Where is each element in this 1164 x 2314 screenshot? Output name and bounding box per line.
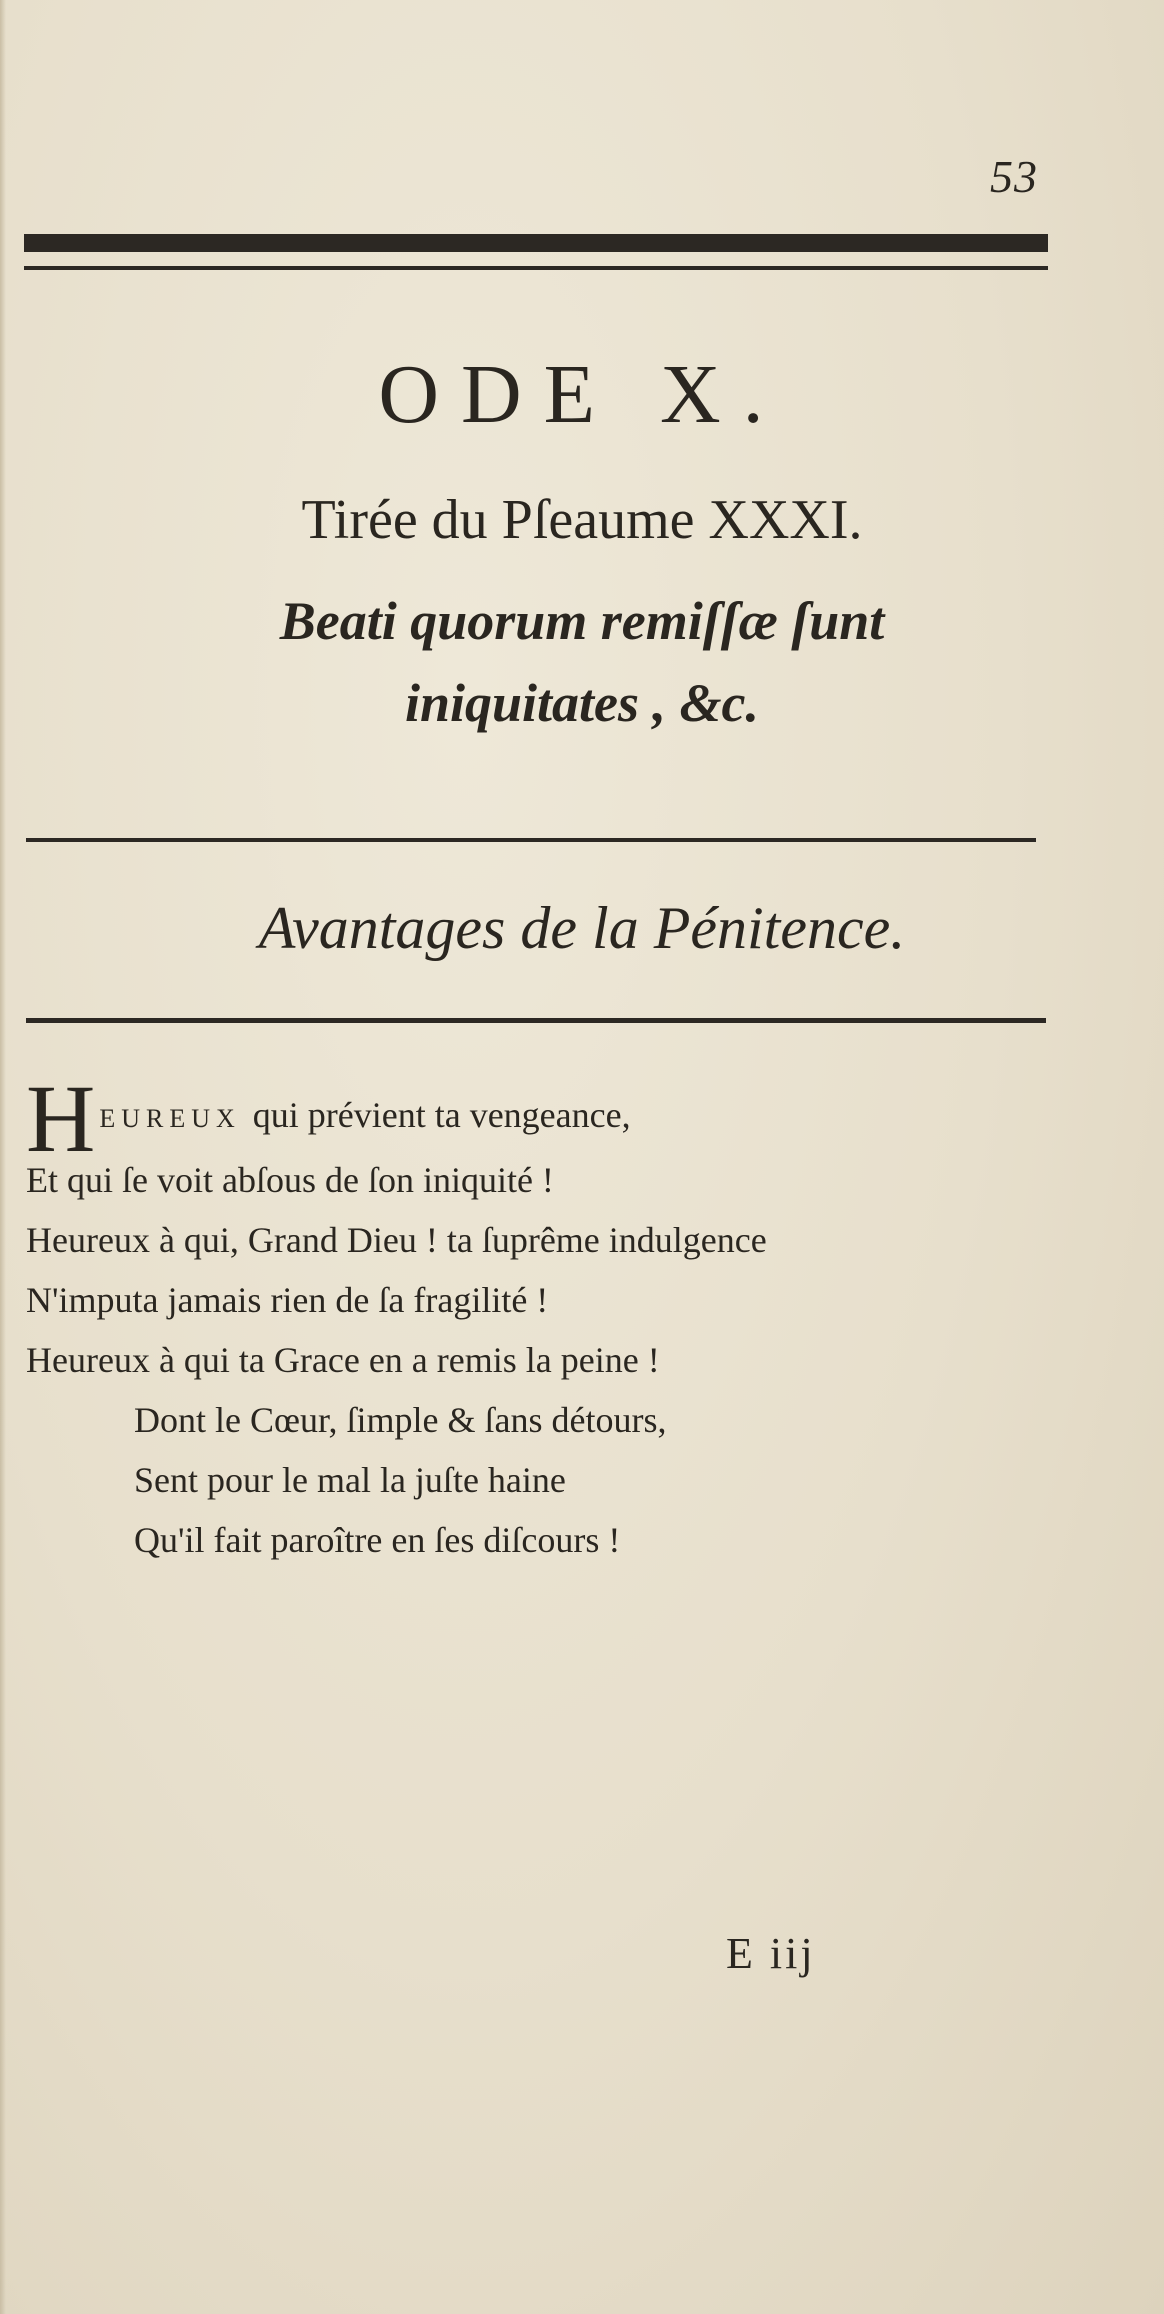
section-title: Avantages de la Pénitence.: [258, 895, 906, 961]
verse-line-3: Heureux à qui, Grand Dieu ! ta ſuprême indulgence: [26, 1220, 767, 1260]
page-number: 53: [990, 151, 1038, 202]
ode-subtitle: Tirée du Pſeaume XXXI.: [301, 489, 863, 551]
verse-line-8: Qu'il fait paroître en ſes diſcours !: [134, 1520, 621, 1560]
header-thick-rule: [24, 234, 1048, 252]
latin-line-2: iniquitates , &c.: [404, 673, 760, 733]
verse-stanza: [26, 1065, 1136, 1570]
first-word-smallcaps: EUREUX: [99, 1104, 241, 1133]
drop-capital: H: [26, 1065, 96, 1172]
verse-line-5: Heureux à qui ta Grace en a remis la peine !: [26, 1340, 660, 1380]
section-rule-top: [26, 838, 1036, 842]
verse-line-7: Sent pour le mal la juſte haine: [134, 1460, 566, 1500]
verse-line-2: Et qui ſe voit abſous de ſon iniquité !: [26, 1160, 554, 1200]
verse-line-4: N'imputa jamais rien de ſa fragilité !: [26, 1280, 549, 1320]
signature-mark: E iij: [726, 1929, 816, 1978]
header-thin-rule: [24, 266, 1048, 270]
latin-incipit: [0, 580, 1164, 744]
ode-title: ODE X.: [378, 348, 786, 441]
verse-line-6: Dont le Cœur, ſimple & ſans détours,: [134, 1400, 667, 1440]
verse-line-1: [26, 1065, 1136, 1172]
section-rule-bottom: [26, 1018, 1046, 1023]
first-line-text: qui prévient ta vengeance,: [252, 1095, 631, 1135]
latin-line-1: Beati quorum remiſſæ ſunt: [279, 591, 885, 651]
